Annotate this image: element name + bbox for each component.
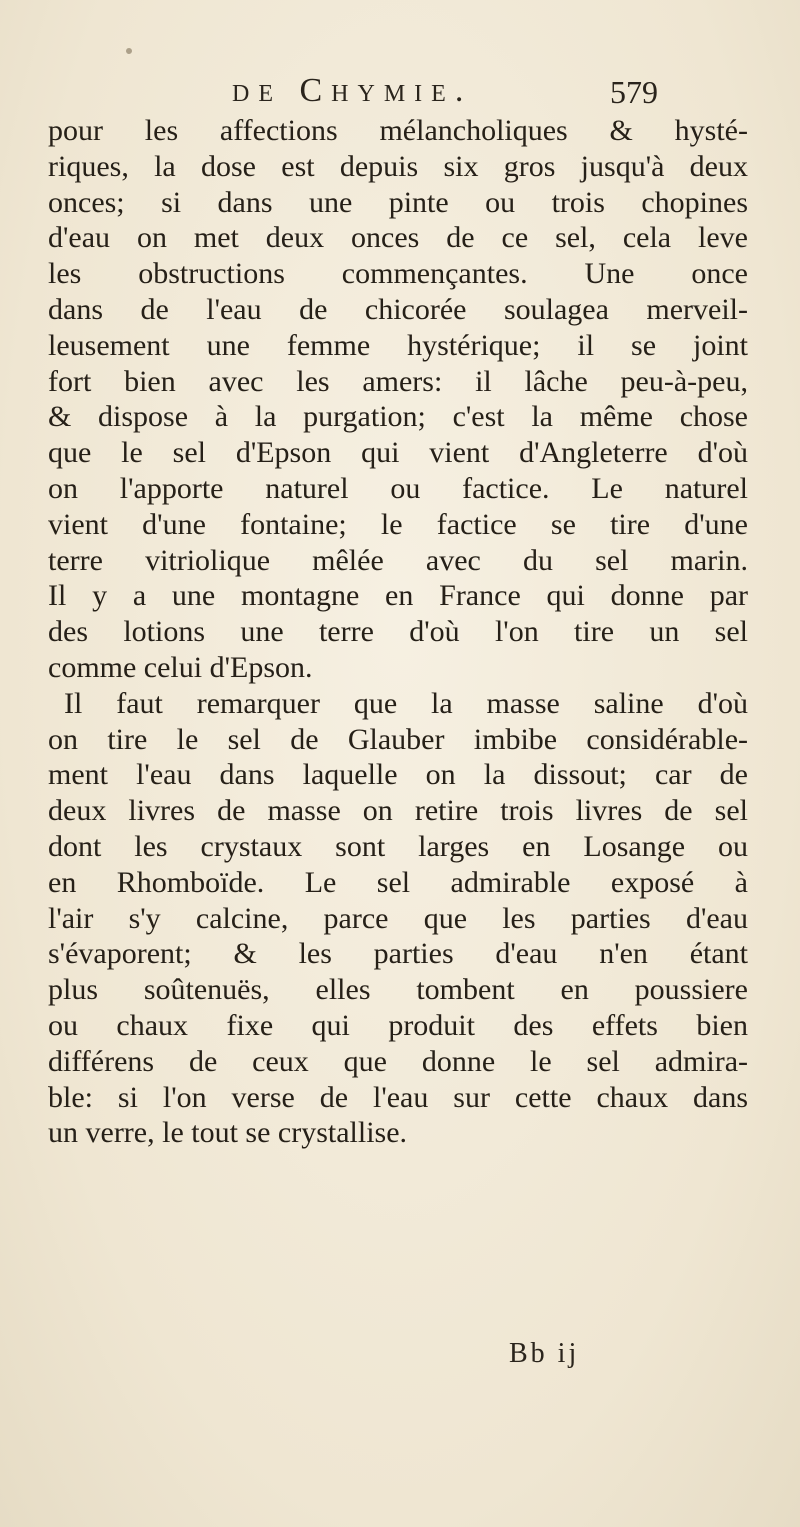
text-line: que le sel d'Epson qui vient d'Angleterre d'où bbox=[48, 436, 748, 470]
text-line: dans de l'eau de chicorée soulagea merveil- bbox=[48, 292, 748, 326]
text-line: riques, la dose est depuis six gros jusqu'à deux bbox=[48, 149, 748, 183]
signature-mark: Bb ij bbox=[509, 1338, 580, 1369]
text-line: dont les crystaux sont larges en Losange ou bbox=[48, 829, 748, 863]
text-line: différens de ceux que donne le sel admira- bbox=[48, 1044, 748, 1078]
text-line: l'air s'y calcine, parce que les parties d'eau bbox=[48, 901, 748, 935]
text-line: Il faut remarquer que la masse saline d'où bbox=[64, 686, 748, 720]
text-line: s'évaporent; & les parties d'eau n'en étant bbox=[48, 937, 748, 971]
text-line: pour les affections mélancholiques & hysté- bbox=[48, 114, 748, 147]
text-line: fort bien avec les amers: il lâche peu-à-peu, bbox=[48, 364, 748, 398]
text-line: plus soûtenuës, elles tombent en poussiere bbox=[48, 973, 748, 1007]
text-line: leusement une femme hystérique; il se joint bbox=[48, 328, 748, 362]
ink-speck bbox=[126, 48, 132, 54]
text-line: onces; si dans une pinte ou trois chopines bbox=[48, 185, 748, 219]
text-line: Il y a une montagne en France qui donne par bbox=[48, 579, 748, 613]
text-line: ble: si l'on verse de l'eau sur cette chaux dans bbox=[48, 1080, 748, 1114]
text-line: les obstructions commençantes. Une once bbox=[48, 257, 748, 291]
text-line: un verre, le tout se crystallise. bbox=[48, 1116, 408, 1150]
text-line: on tire le sel de Glauber imbibe considérable- bbox=[48, 722, 748, 756]
text-line: comme celui d'Epson. bbox=[48, 650, 313, 684]
page-number: 579 bbox=[610, 74, 658, 110]
paragraph-2 bbox=[48, 686, 748, 1151]
text-line: terre vitriolique mêlée avec du sel marin. bbox=[48, 543, 748, 577]
text-line: des lotions une terre d'où l'on tire un sel bbox=[48, 615, 748, 649]
text-line: ment l'eau dans laquelle on la dissout; car de bbox=[48, 758, 748, 792]
text-line: on l'apporte naturel ou factice. Le naturel bbox=[48, 471, 748, 505]
running-title: de Chymie. bbox=[232, 72, 473, 109]
text-line: ou chaux fixe qui produit des effets bien bbox=[48, 1008, 748, 1042]
text-line: en Rhomboïde. Le sel admirable exposé à bbox=[48, 865, 748, 899]
text-line: vient d'une fontaine; le factice se tire d'une bbox=[48, 507, 748, 541]
text-line: d'eau on met deux onces de ce sel, cela leve bbox=[48, 221, 748, 255]
text-line: & dispose à la purgation; c'est la même chose bbox=[48, 400, 748, 434]
text-line: deux livres de masse on retire trois livres de sel bbox=[48, 794, 748, 828]
body-text bbox=[48, 113, 748, 1151]
paragraph-1 bbox=[48, 113, 748, 686]
